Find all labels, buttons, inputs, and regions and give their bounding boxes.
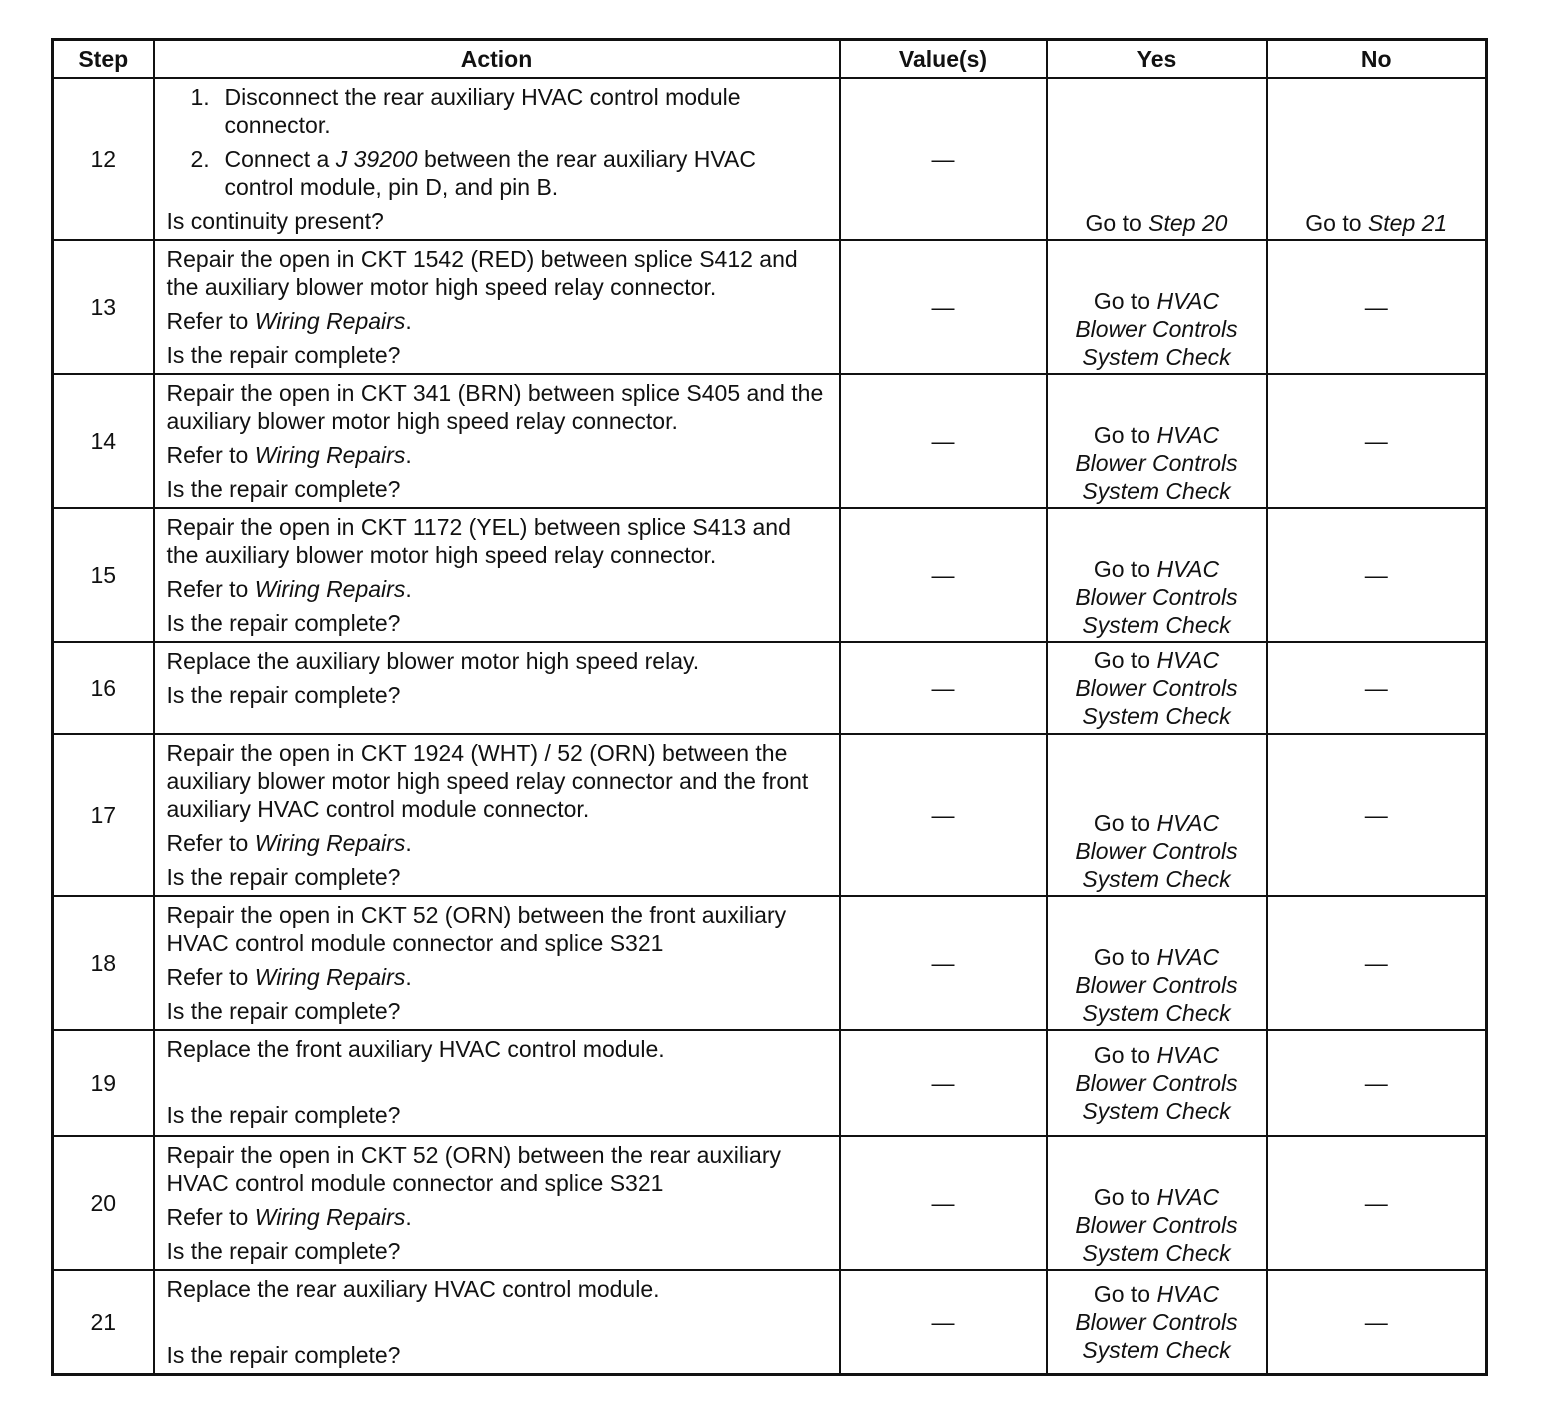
table-row <box>53 642 1487 734</box>
yes-line1 <box>1048 1183 1266 1211</box>
yes-line2[interactable]: Blower Controls <box>1075 675 1238 701</box>
yes-cell <box>1047 1030 1267 1136</box>
yes-line3[interactable]: System Check <box>1082 344 1231 370</box>
no-link[interactable]: Step 21 <box>1367 210 1448 236</box>
yes-cell <box>1047 1136 1267 1270</box>
table-row <box>53 78 1487 240</box>
step-number: 13 <box>53 240 154 374</box>
list-item <box>190 145 829 201</box>
step-number: 12 <box>53 78 154 240</box>
step-number: 21 <box>53 1270 154 1375</box>
yes-cell <box>1047 240 1267 374</box>
action-cell <box>154 78 840 240</box>
action-text: Repair the open in CKT 52 (ORN) between the front auxiliary HVAC control module connector and splice S321 <box>166 902 787 956</box>
yes-link[interactable]: HVAC <box>1156 556 1220 582</box>
action-question: Is the repair complete? <box>166 476 401 502</box>
action-cell <box>154 1030 840 1136</box>
yes-link[interactable]: Step 20 <box>1148 210 1228 236</box>
yes-line3[interactable]: System Check <box>1082 478 1231 504</box>
table-row <box>53 374 1487 508</box>
no-cell: — <box>1267 508 1487 642</box>
table-row <box>53 240 1487 374</box>
action-question: Is continuity present? <box>166 208 384 234</box>
yes-line1 <box>1048 809 1266 837</box>
refer-link[interactable]: Wiring Repairs <box>254 830 406 856</box>
refer-link[interactable]: Wiring Repairs <box>254 308 406 334</box>
yes-cell <box>1047 508 1267 642</box>
action-text: Repair the open in CKT 1542 (RED) between splice S412 and the auxiliary blower motor high speed relay connector. <box>166 246 798 300</box>
yes-line3[interactable]: System Check <box>1082 1240 1231 1266</box>
value-cell: — <box>840 642 1047 734</box>
refer-prefix: Refer to <box>166 442 255 468</box>
yes-prefix: Go to <box>1093 1184 1157 1210</box>
diagnostic-table <box>51 38 1488 1376</box>
yes-link[interactable]: HVAC <box>1156 422 1220 448</box>
action-cell <box>154 642 840 734</box>
refer-link[interactable]: Wiring Repairs <box>254 442 406 468</box>
action-cell <box>154 734 840 896</box>
yes-line2[interactable]: Blower Controls <box>1075 584 1238 610</box>
yes-cell <box>1047 1270 1267 1375</box>
action-text: Repair the open in CKT 1172 (YEL) between splice S413 and the auxiliary blower motor high speed relay connector. <box>166 514 791 568</box>
yes-link[interactable]: HVAC <box>1156 1042 1220 1068</box>
value-cell: — <box>840 374 1047 508</box>
action-question: Is the repair complete? <box>166 1342 401 1368</box>
header-no: No <box>1267 40 1487 79</box>
yes-line1 <box>1048 646 1266 674</box>
step-number: 15 <box>53 508 154 642</box>
action-text: Repair the open in CKT 341 (BRN) between splice S405 and the auxiliary blower motor high speed relay connector. <box>166 380 824 434</box>
action-cell <box>154 1136 840 1270</box>
value-cell: — <box>840 896 1047 1030</box>
action-text: Replace the front auxiliary HVAC control module. <box>166 1036 665 1062</box>
yes-line2[interactable]: Blower Controls <box>1075 450 1238 476</box>
refer-prefix: Refer to <box>166 308 255 334</box>
refer-suffix: . <box>405 576 412 602</box>
step-number: 20 <box>53 1136 154 1270</box>
yes-line2[interactable]: Blower Controls <box>1075 838 1238 864</box>
yes-prefix: Go to <box>1093 1042 1157 1068</box>
action-question: Is the repair complete? <box>166 682 401 708</box>
value-cell: — <box>840 734 1047 896</box>
yes-link[interactable]: HVAC <box>1156 1184 1220 1210</box>
action-cell <box>154 374 840 508</box>
refer-line <box>167 441 829 469</box>
yes-prefix: Go to <box>1093 810 1157 836</box>
table-row <box>53 896 1487 1030</box>
no-cell: — <box>1267 374 1487 508</box>
no-cell: — <box>1267 1270 1487 1375</box>
value-cell: — <box>840 240 1047 374</box>
no-cell <box>1267 78 1487 240</box>
no-cell: — <box>1267 1030 1487 1136</box>
value-cell: — <box>840 1030 1047 1136</box>
refer-line <box>167 307 829 335</box>
yes-prefix: Go to <box>1093 647 1157 673</box>
yes-line3[interactable]: System Check <box>1082 612 1231 638</box>
action-cell <box>154 508 840 642</box>
action-question: Is the repair complete? <box>166 1102 401 1128</box>
refer-link[interactable]: Wiring Repairs <box>254 576 406 602</box>
action-cell <box>154 240 840 374</box>
yes-prefix: Go to <box>1093 288 1157 314</box>
action-steps-list <box>167 83 829 201</box>
yes-line3[interactable]: System Check <box>1082 1337 1231 1363</box>
yes-link[interactable]: HVAC <box>1156 1281 1220 1307</box>
refer-line <box>167 1203 829 1231</box>
no-cell: — <box>1267 1136 1487 1270</box>
step-number: 16 <box>53 642 154 734</box>
yes-line2[interactable]: Blower Controls <box>1075 1309 1238 1335</box>
list-item <box>190 83 829 139</box>
yes-link[interactable]: HVAC <box>1156 810 1220 836</box>
yes-prefix: Go to <box>1093 944 1157 970</box>
step-number: 17 <box>53 734 154 896</box>
list-text-pre: Connect a <box>224 146 336 172</box>
yes-line1 <box>1048 1041 1266 1069</box>
yes-line2[interactable]: Blower Controls <box>1075 972 1238 998</box>
refer-link[interactable]: Wiring Repairs <box>254 1204 406 1230</box>
action-text: Repair the open in CKT 1924 (WHT) / 52 (ORN) between the auxiliary blower motor high speed relay connector and the front auxiliary HVAC control module connector. <box>166 740 809 822</box>
no-cell: — <box>1267 642 1487 734</box>
action-question: Is the repair complete? <box>166 1238 401 1264</box>
no-cell: — <box>1267 896 1487 1030</box>
yes-cell <box>1047 642 1267 734</box>
yes-line1 <box>1048 1280 1266 1308</box>
refer-prefix: Refer to <box>166 576 255 602</box>
yes-link[interactable]: HVAC <box>1156 647 1220 673</box>
refer-line <box>167 829 829 857</box>
action-question: Is the repair complete? <box>166 342 401 368</box>
refer-suffix: . <box>405 442 412 468</box>
refer-prefix: Refer to <box>166 1204 255 1230</box>
table-row <box>53 508 1487 642</box>
yes-prefix: Go to <box>1093 556 1157 582</box>
list-number: 1. <box>190 84 210 110</box>
yes-prefix: Go to <box>1093 422 1157 448</box>
yes-line3[interactable]: System Check <box>1082 1098 1231 1124</box>
table-row <box>53 734 1487 896</box>
header-values: Value(s) <box>840 40 1047 79</box>
refer-link[interactable]: Wiring Repairs <box>254 964 406 990</box>
yes-cell <box>1047 896 1267 1030</box>
value-cell: — <box>840 1136 1047 1270</box>
yes-prefix: Go to <box>1085 210 1149 236</box>
yes-line3[interactable]: System Check <box>1082 703 1231 729</box>
list-text: Disconnect the rear auxiliary HVAC control module connector. <box>224 84 741 138</box>
yes-cell <box>1047 78 1267 240</box>
yes-line1 <box>1048 287 1266 315</box>
no-cell: — <box>1267 734 1487 896</box>
yes-link[interactable]: HVAC <box>1156 288 1220 314</box>
refer-suffix: . <box>405 830 412 856</box>
action-question: Is the repair complete? <box>166 864 401 890</box>
header-yes: Yes <box>1047 40 1267 79</box>
yes-cell <box>1047 374 1267 508</box>
step-number: 18 <box>53 896 154 1030</box>
yes-line3[interactable]: System Check <box>1082 1000 1231 1026</box>
yes-cell <box>1047 734 1267 896</box>
step-number: 19 <box>53 1030 154 1136</box>
yes-prefix: Go to <box>1093 1281 1157 1307</box>
header-step: Step <box>53 40 154 79</box>
refer-line <box>167 575 829 603</box>
yes-line2[interactable]: Blower Controls <box>1075 1070 1238 1096</box>
yes-line3[interactable]: System Check <box>1082 866 1231 892</box>
table-row <box>53 1030 1487 1136</box>
yes-line2[interactable]: Blower Controls <box>1075 1212 1238 1238</box>
value-cell: — <box>840 1270 1047 1375</box>
step-number: 14 <box>53 374 154 508</box>
refer-prefix: Refer to <box>166 830 255 856</box>
refer-prefix: Refer to <box>166 964 255 990</box>
action-text: Replace the rear auxiliary HVAC control module. <box>166 1276 660 1302</box>
table-row <box>53 1136 1487 1270</box>
action-cell <box>154 896 840 1030</box>
list-number: 2. <box>190 146 210 172</box>
yes-line1 <box>1048 943 1266 971</box>
action-cell <box>154 1270 840 1375</box>
action-text: Replace the auxiliary blower motor high speed relay. <box>166 648 700 674</box>
action-text: Repair the open in CKT 52 (ORN) between the rear auxiliary HVAC control module connector and splice S321 <box>166 1142 781 1196</box>
value-cell: — <box>840 78 1047 240</box>
no-prefix: Go to <box>1305 210 1368 236</box>
yes-line2[interactable]: Blower Controls <box>1075 316 1238 342</box>
refer-suffix: . <box>405 1204 412 1230</box>
action-question: Is the repair complete? <box>166 610 401 636</box>
action-question: Is the repair complete? <box>166 998 401 1024</box>
list-text-post: between the rear auxiliary HVAC control module, pin D, and pin B. <box>224 146 756 200</box>
no-cell: — <box>1267 240 1487 374</box>
refer-suffix: . <box>405 964 412 990</box>
refer-line <box>167 963 829 991</box>
yes-line1 <box>1048 555 1266 583</box>
yes-line1 <box>1048 421 1266 449</box>
refer-suffix: . <box>405 308 412 334</box>
header-row <box>53 40 1487 79</box>
yes-link[interactable]: HVAC <box>1156 944 1220 970</box>
tool-reference: J 39200 <box>335 146 418 172</box>
value-cell: — <box>840 508 1047 642</box>
table-row <box>53 1270 1487 1375</box>
header-action: Action <box>154 40 840 79</box>
